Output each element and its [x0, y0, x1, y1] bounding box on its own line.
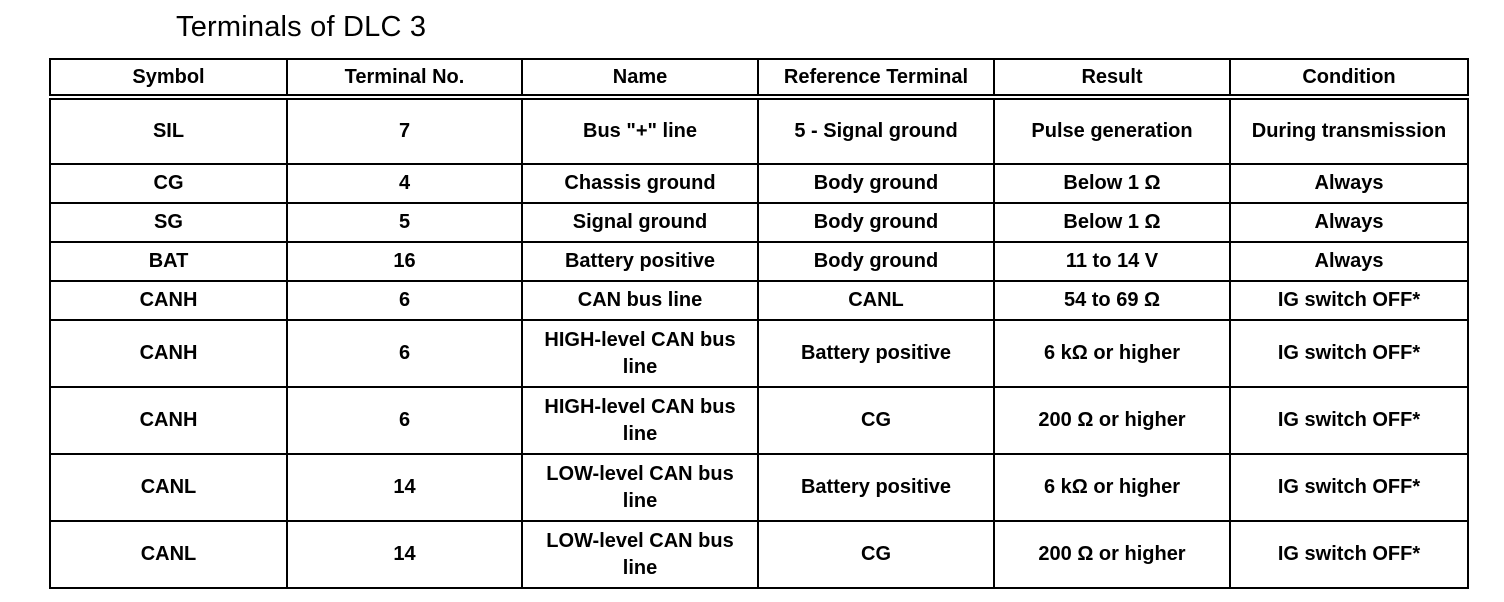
column-header-reference-terminal: Reference Terminal: [758, 59, 994, 97]
column-header-terminal-no: Terminal No.: [287, 59, 522, 97]
table-row: [50, 320, 1468, 387]
table-row: [50, 454, 1468, 521]
cell-name: Chassis ground: [522, 164, 758, 203]
cell-symbol: BAT: [50, 242, 287, 281]
table-row: [50, 203, 1468, 242]
cell-terminal-no: 6: [287, 281, 522, 320]
table-header-row: [50, 59, 1468, 97]
cell-result: 200 Ω or higher: [994, 521, 1230, 588]
cell-terminal-no: 14: [287, 521, 522, 588]
cell-name: HIGH-level CAN bus line: [522, 320, 758, 387]
cell-result: Below 1 Ω: [994, 203, 1230, 242]
cell-terminal-no: 14: [287, 454, 522, 521]
cell-result: 11 to 14 V: [994, 242, 1230, 281]
cell-result: 6 kΩ or higher: [994, 320, 1230, 387]
cell-condition: IG switch OFF*: [1230, 454, 1468, 521]
cell-reference-terminal: Body ground: [758, 242, 994, 281]
cell-result: Below 1 Ω: [994, 164, 1230, 203]
column-header-name: Name: [522, 59, 758, 97]
table-row: [50, 521, 1468, 588]
cell-name: Signal ground: [522, 203, 758, 242]
cell-name: CAN bus line: [522, 281, 758, 320]
cell-terminal-no: 16: [287, 242, 522, 281]
cell-condition: IG switch OFF*: [1230, 320, 1468, 387]
cell-condition: Always: [1230, 242, 1468, 281]
cell-reference-terminal: Body ground: [758, 203, 994, 242]
cell-symbol: CANH: [50, 387, 287, 454]
cell-name: LOW-level CAN bus line: [522, 454, 758, 521]
column-header-result: Result: [994, 59, 1230, 97]
cell-symbol: SIL: [50, 97, 287, 164]
cell-condition: Always: [1230, 203, 1468, 242]
column-header-symbol: Symbol: [50, 59, 287, 97]
table-row: [50, 164, 1468, 203]
cell-condition: IG switch OFF*: [1230, 387, 1468, 454]
cell-reference-terminal: Body ground: [758, 164, 994, 203]
cell-terminal-no: 5: [287, 203, 522, 242]
cell-reference-terminal: CG: [758, 387, 994, 454]
cell-condition: IG switch OFF*: [1230, 521, 1468, 588]
cell-reference-terminal: CG: [758, 521, 994, 588]
cell-reference-terminal: 5 - Signal ground: [758, 97, 994, 164]
cell-symbol: CANH: [50, 281, 287, 320]
page-title: Terminals of DLC 3: [176, 11, 427, 43]
cell-condition: Always: [1230, 164, 1468, 203]
table-row: [50, 387, 1468, 454]
cell-symbol: SG: [50, 203, 287, 242]
column-header-condition: Condition: [1230, 59, 1468, 97]
cell-result: 6 kΩ or higher: [994, 454, 1230, 521]
cell-condition: IG switch OFF*: [1230, 281, 1468, 320]
cell-symbol: CANL: [50, 454, 287, 521]
cell-result: 200 Ω or higher: [994, 387, 1230, 454]
cell-terminal-no: 4: [287, 164, 522, 203]
table-row: [50, 242, 1468, 281]
cell-name: HIGH-level CAN bus line: [522, 387, 758, 454]
cell-name: LOW-level CAN bus line: [522, 521, 758, 588]
cell-symbol: CANL: [50, 521, 287, 588]
cell-symbol: CANH: [50, 320, 287, 387]
cell-result: 54 to 69 Ω: [994, 281, 1230, 320]
cell-terminal-no: 6: [287, 387, 522, 454]
table-row: [50, 281, 1468, 320]
cell-reference-terminal: Battery positive: [758, 320, 994, 387]
cell-terminal-no: 7: [287, 97, 522, 164]
cell-result: Pulse generation: [994, 97, 1230, 164]
cell-terminal-no: 6: [287, 320, 522, 387]
cell-reference-terminal: Battery positive: [758, 454, 994, 521]
cell-condition: During transmission: [1230, 97, 1468, 164]
cell-reference-terminal: CANL: [758, 281, 994, 320]
cell-name: Battery positive: [522, 242, 758, 281]
dlc-terminals-table: [49, 58, 1469, 589]
table-row: [50, 97, 1468, 164]
cell-name: Bus "+" line: [522, 97, 758, 164]
cell-symbol: CG: [50, 164, 287, 203]
